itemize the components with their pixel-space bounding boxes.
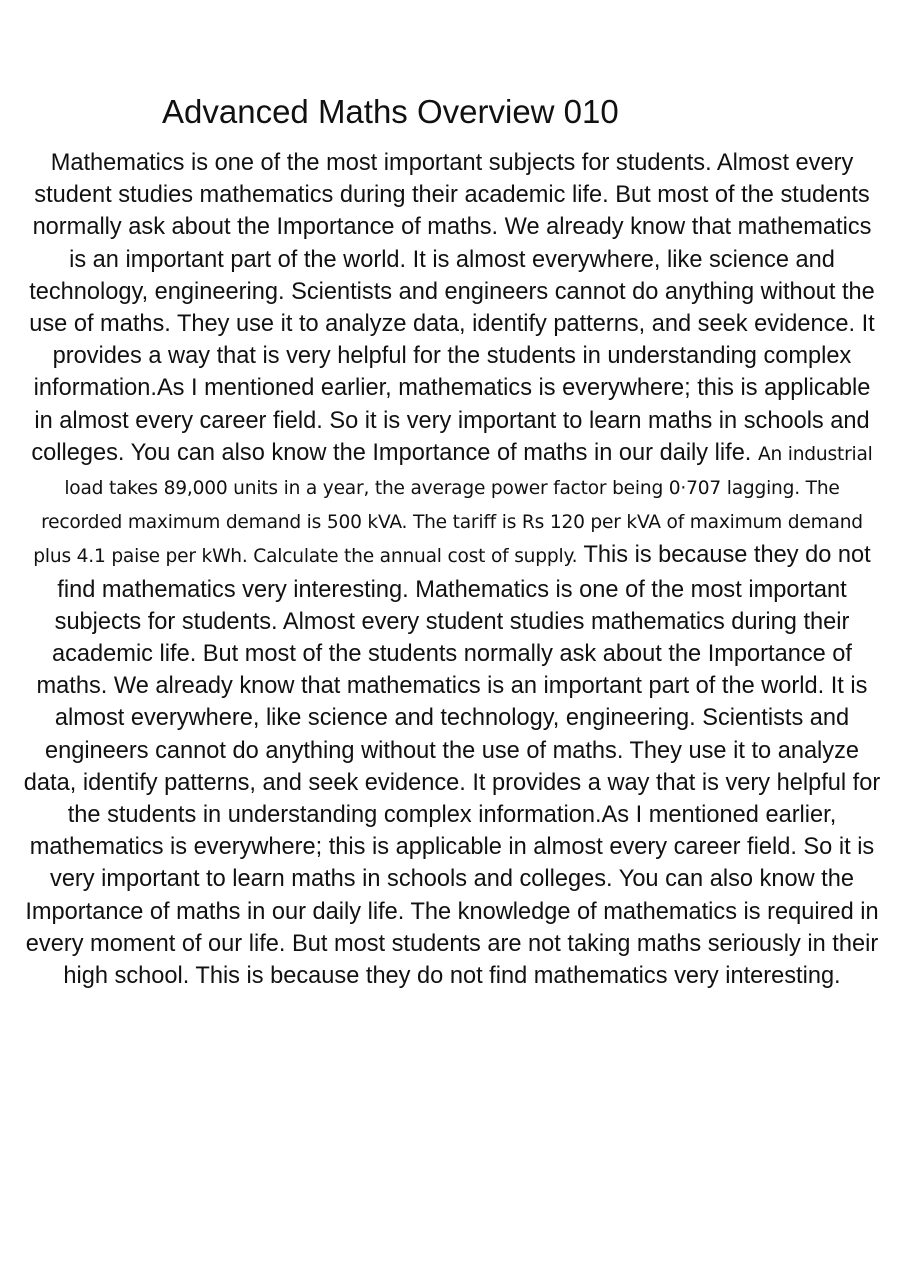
paragraph-text-part2: This is because they do not find mathematics very interesting. Mathematics is one of the most important subjects for students. Almost every student studies mathematics during their academic life. But most of the students normally ask about the Importance of maths. We already know that mathematics is an important part of the world. It is almost everywhere, like science and technology, engineering. Scientists and engineers cannot do anything without the use of maths. They use it to analyze data, identify patterns, and seek evidence. It provides a way that is very helpful for the students in understanding complex information.As I mentioned earlier, mathematics is everywhere; this is applicable in almost every career field. So it is very important to learn maths in schools and colleges. You can also know the Importance of maths in our daily life. The knowledge of mathematics is required in every moment of our life. But most students are not taking maths seriously in their high school. This is because they do not find mathematics very interesting. [23,542,881,990]
problem-statement: An industrial load takes 89,000 units in a year, the average power factor being 0·707 lagging. The recorded maximum demand is 500 kVA. The tariff is Rs 120 per kVA of maximum demand plus 4.1 paise per kWh. Calculate the annual cost of supply. [33,443,873,568]
paragraph-text-part1: Mathematics is one of the most important subjects for students. Almost every student studies mathematics during their academic life. But most of the students normally ask about the Importance of maths. We already know that mathematics is an important part of the world. It is almost everywhere, like science and technology, engineering. Scientists and engineers cannot do anything without the use of maths. They use it to analyze data, identify patterns, and seek evidence. It provides a way that is very helpful for the students in understanding complex information.As I mentioned earlier, mathematics is everywhere; this is applicable in almost every career field. So it is very important to learn maths in schools and colleges. You can also know the Importance of maths in our daily life. [29,150,875,466]
page-title: Advanced Maths Overview 010 [162,93,619,130]
body-paragraph [22,147,882,992]
